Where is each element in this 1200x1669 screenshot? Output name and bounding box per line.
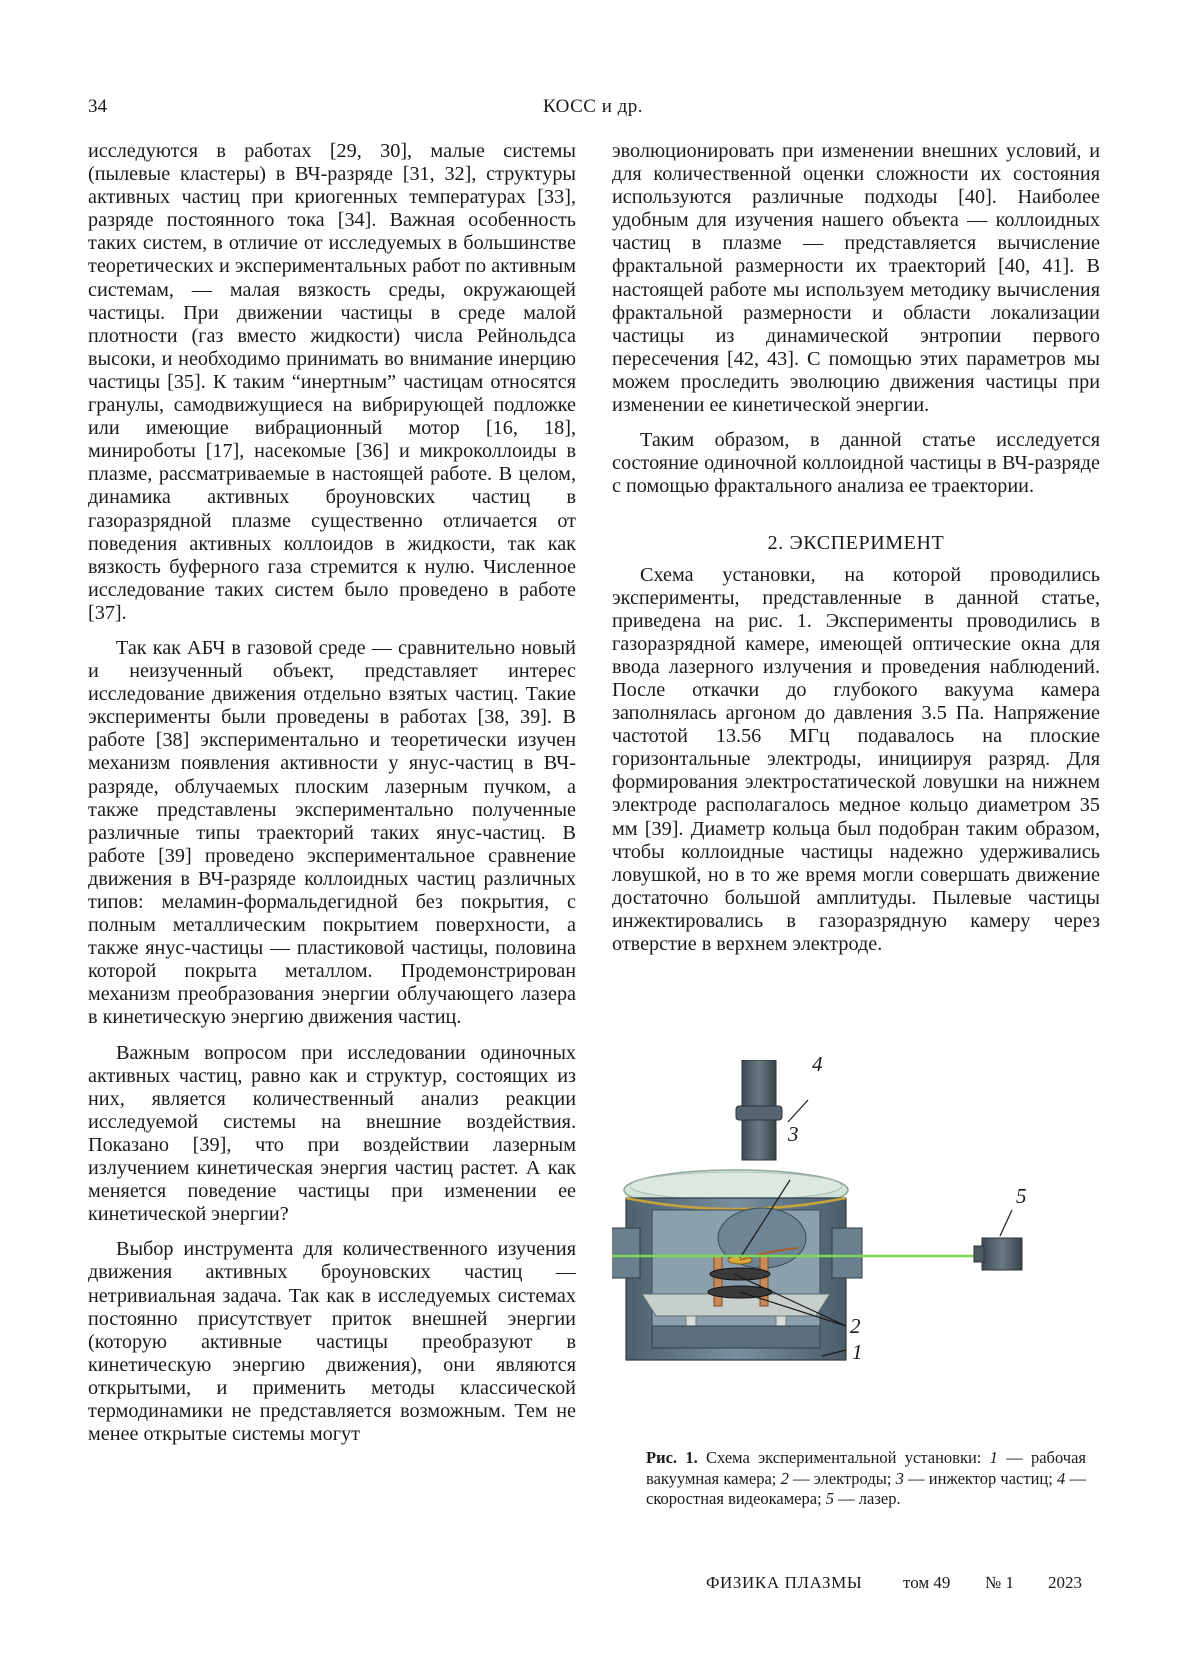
section-title: 2. ЭКСПЕРИМЕНТ bbox=[767, 532, 945, 555]
caption-num: 4 bbox=[1057, 1468, 1066, 1488]
figure-label-laser: 5 bbox=[1016, 1184, 1027, 1208]
paragraph: Так как АБЧ в газовой среде — сравнительно новый и неизученный объект, представляет интерес исследование движения отдельно взятых частиц. Такие эксперименты были проведены в работах [38, 39]. В работе [38] экспериментально и теоретически изучен механизм появления активности у янус-частиц в ВЧ-разряде, облучаемых плоским лазерным пучком, а также представлены экспериментально полученные различные типы траекторий таких янус-частиц. В работе [39] проведено экспериментальное сравнение движения в ВЧ-разряде коллоидных частиц различных типов: меламин-формальдегидной без покрытия, с полным металлическим покрытием поверхности, а также янус-частицы — пластиковой частицы, половина которой покрыта металлом. Продемонстрирован механизм преобразования энергии облучающего лазера в кинетическую энергию движения частиц. bbox=[88, 636, 576, 1029]
left-column bbox=[88, 140, 576, 1458]
caption-num: 2 bbox=[780, 1468, 789, 1488]
journal-name: ФИЗИКА ПЛАЗМЫ bbox=[706, 1573, 863, 1592]
figure-label-injector: 3 bbox=[788, 1122, 799, 1146]
figure-experimental-setup bbox=[612, 1052, 1100, 1390]
journal-footer bbox=[706, 1573, 1100, 1597]
journal-issue: № 1 bbox=[985, 1573, 1014, 1592]
figure-caption bbox=[646, 1448, 1086, 1510]
paragraph: Таким образом, в данной статье исследуется состояние одиночной коллоидной частицы в ВЧ-разряде с помощью фрактального анализа ее траектории. bbox=[612, 429, 1100, 498]
caption-num: 5 bbox=[825, 1489, 835, 1508]
journal-year: 2023 bbox=[1048, 1573, 1082, 1592]
paragraph: эволюционировать при изменении внешних условий, и для количественной оценки сложности их состояния используются различные подходы [40]. Наиболее удобным для изучения нашего объекта — коллоидных частиц в плазме — представляется вычисление фрактальной размерности их траекторий [40, 41]. В настоящей работе мы используем методику вычисления фрактальной размерности и области локализации частицы из динамической энтропии первого пересечения [42, 43]. С помощью этих параметров мы можем проследить эволюцию движения частицы при изменении ее кинетической энергии. bbox=[612, 140, 1100, 417]
figure-label-electrodes: 2 bbox=[850, 1314, 861, 1338]
page-number: 34 bbox=[88, 96, 107, 117]
caption-text: — лазер. bbox=[834, 1489, 901, 1508]
caption-text: — инжектор частиц; bbox=[903, 1468, 1058, 1488]
right-column bbox=[612, 140, 1100, 968]
caption-text: — рабочая вакуумная камера; bbox=[646, 1448, 1086, 1488]
caption-num: 3 bbox=[895, 1468, 904, 1488]
paragraph: Выбор инструмента для количественного изучения движения активных броуновских частиц — нетривиальная задача. Так как в исследуемых системах постоянно присутствует приток внешней энергии (которую активные частицы преобразуют в кинетическую энергию движения), они являются открытыми, и применить методы классической термодинамики не представляется возможным. Тем не менее открытые системы могут bbox=[88, 1238, 576, 1446]
caption-label: Рис. 1. bbox=[646, 1448, 698, 1467]
caption-text: Схема экспериментальной установки: bbox=[697, 1448, 990, 1467]
caption-num: 1 bbox=[989, 1448, 998, 1467]
running-head-authors: КОСС и др. bbox=[542, 96, 644, 117]
vacuum-chamber bbox=[612, 1170, 862, 1360]
paragraph: исследуются в работах [29, 30], малые системы (пылевые кластеры) в ВЧ-разряде [31, 32], структуры активных частиц при криогенных температурах [33], разряде постоянного тока [34]. Важная особенность таких систем, в отличие от исследуемых в большинстве теоретических и экспериментальных работ по активным системам, — малая вязкость среды, окружающей частицы. При движении частицы в среде малой плотности (газ вместо жидкости) числа Рейнольдса высоки, и необходимо принимать во внимание инерцию частицы [35]. К таким “инертным” частицам относятся гранулы, самодвижущиеся на вибрирующей подложке или имеющие вибрационный мотор [16, 18], минироботы [17], насекомые [36] и микроколлоиды в плазме, рассматриваемые в настоящей работе. В целом, динамика активных броуновских частиц в газоразрядной плазме существенно отличается от поведения активных коллоидов в жидкости, так как вязкость буферного газа стремится к нулю. Численное исследование таких систем было проведено в работе [37]. bbox=[88, 140, 576, 624]
caption-text: — скоростная видеокамера; bbox=[646, 1468, 1086, 1508]
caption-text: — электроды; bbox=[788, 1468, 896, 1488]
paragraph: Важным вопросом при исследовании одиночных активных частиц, равно как и структур, состоящих из них, является количественный анализ реакции исследуемой системы на внешние воздействия. Показано [39], что при воздействии лазерным излучением кинетическая энергия частиц растет. А как меняется поведение частицы при изменении ее кинетической энергии? bbox=[88, 1041, 576, 1226]
figure-label-chamber: 1 bbox=[852, 1340, 863, 1364]
running-head bbox=[88, 96, 1098, 122]
journal-volume: том 49 bbox=[903, 1573, 951, 1592]
paragraph: Схема установки, на которой проводились эксперименты, представленные в данной статье, приведена на рис. 1. Эксперименты проводились в газоразрядной камере, имеющей оптические окна для ввода лазерного излучения и проведения наблюдений. После откачки до глубокого вакуума камера заполнялась аргоном до давления 3.5 Па. Напряжение частотой 13.56 МГц подавалось на плоские горизонтальные электроды, инициируя разряд. Для формирования электростатической ловушки на нижнем электроде располагалось медное кольцо диаметром 35 мм [39]. Диаметр кольца был подобран таким образом, чтобы коллоидные частицы надежно удерживались ловушкой, но в то же время могли совершать движение достаточно большой амплитуды. Пылевые частицы инжектировались в газоразрядную камеру через отверстие в верхнем электроде. bbox=[612, 563, 1100, 955]
figure-label-camera: 4 bbox=[812, 1052, 823, 1076]
